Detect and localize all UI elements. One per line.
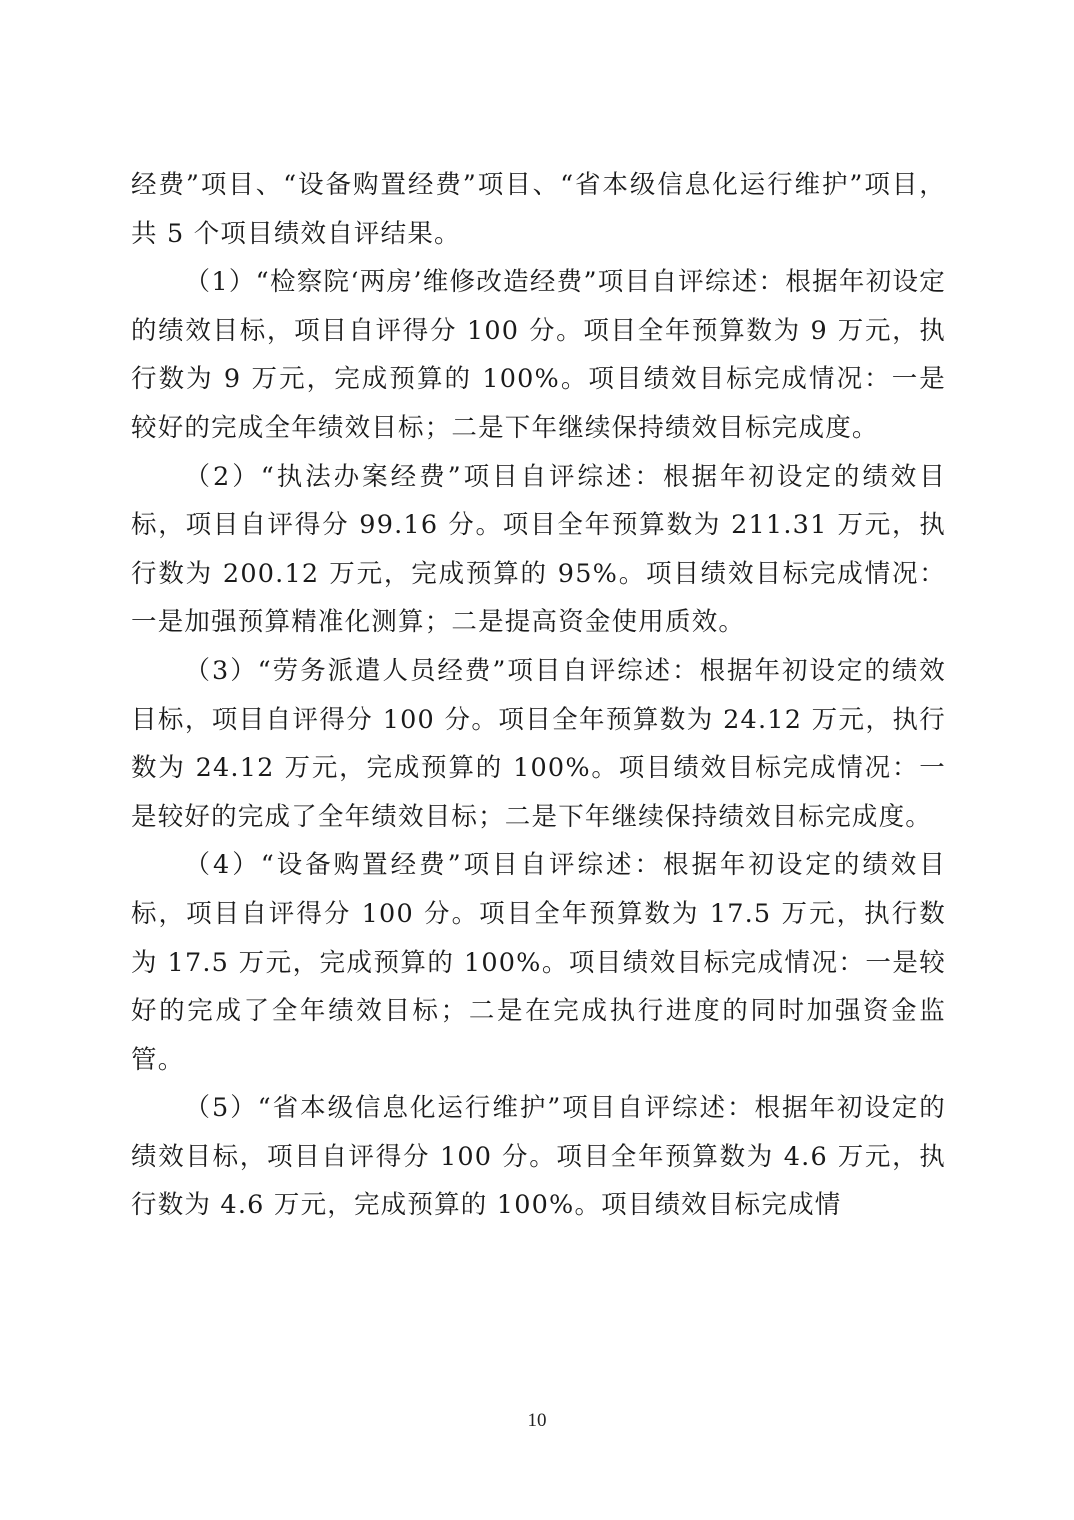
paragraph-project-3: （3）“劳务派遣人员经费”项目自评综述：根据年初设定的绩效目标，项目自评得分 100 分。项目全年预算数为 24.12 万元，执行数为 24.12 万元，完成预算的 100%。项目绩效目标完成情况：一是较好的完成了全年绩效目标；二是下年继续保持绩效目标完成度。: [131, 655, 946, 832]
paragraph-project-2: （2）“执法办案经费”项目自评综述：根据年初设定的绩效目标，项目自评得分 99.16 分。项目全年预算数为 211.31 万元，执行数为 200.12 万元，完成预算的 95%。项目绩效目标完成情况：一是加强预算精准化测算；二是提高资金使用质效。: [131, 461, 946, 638]
paragraph-project-5: （5）“省本级信息化运行维护”项目自评综述：根据年初设定的绩效目标，项目自评得分 100 分。项目全年预算数为 4.6 万元，执行数为 4.6 万元，完成预算的 100%。项目绩效目标完成情: [131, 1093, 946, 1221]
paragraph-intro-continuation: 经费”项目、“设备购置经费”项目、“省本级信息化运行维护”项目，共 5 个项目绩效自评结果。: [131, 170, 946, 249]
document-body: [131, 161, 946, 1230]
paragraph-project-1: （1）“检察院‘两房’维修改造经费”项目自评综述：根据年初设定的绩效目标，项目自评得分 100 分。项目全年预算数为 9 万元，执行数为 9 万元，完成预算的 100%。项目绩效目标完成情况：一是较好的完成全年绩效目标；二是下年继续保持绩效目标完成度。: [131, 267, 946, 443]
page-number: 10: [527, 1410, 547, 1431]
paragraph-project-4: （4）“设备购置经费”项目自评综述：根据年初设定的绩效目标，项目自评得分 100 分。项目全年预算数为 17.5 万元，执行数为 17.5 万元，完成预算的 100%。项目绩效目标完成情况：一是较好的完成了全年绩效目标；二是在完成执行进度的同时加强资金监管。: [131, 850, 946, 1075]
